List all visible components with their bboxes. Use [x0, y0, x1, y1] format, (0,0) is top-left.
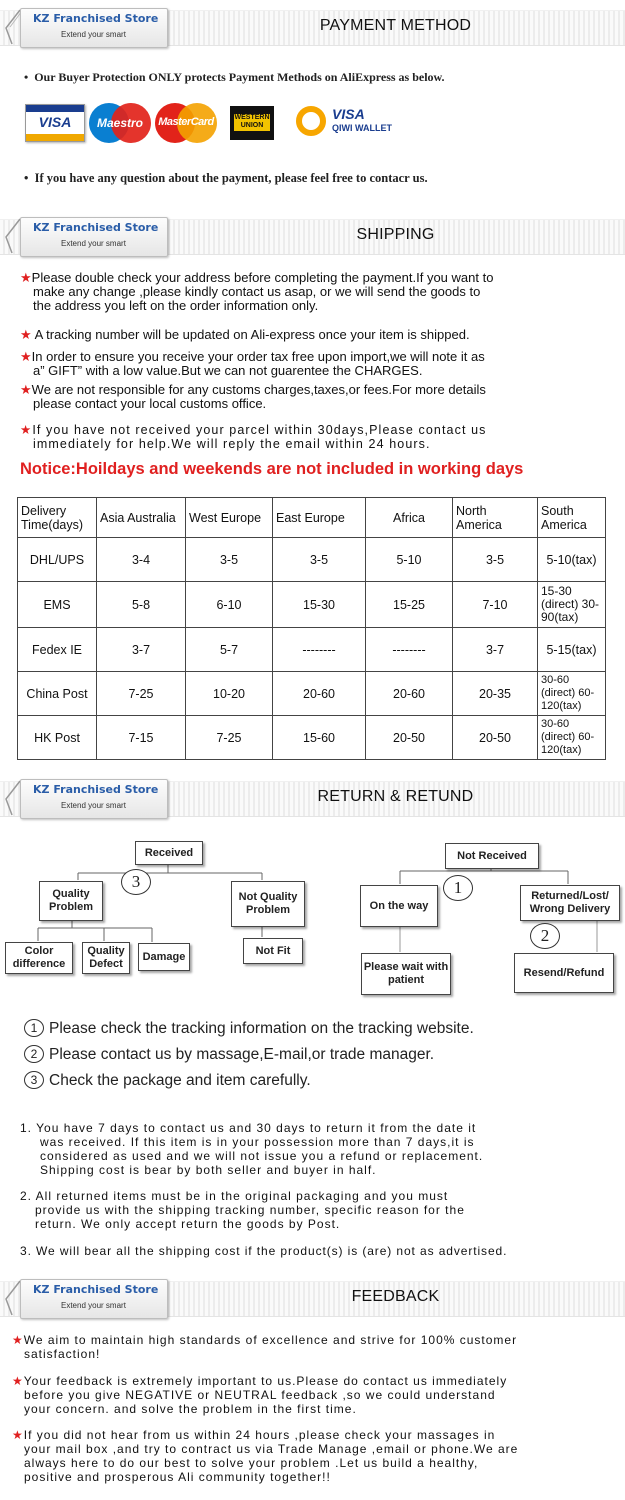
return-rule-1: 1. You have 7 days to contact us and 30 days to return it from the date it was received. If this item is in your possession more than 7 days,it is considered as used and we will not issue you a refund or replacement. Shipping cost is bear by both seller and buyer in half.	[20, 1121, 484, 1177]
table-header-cell: Asia Australia	[97, 498, 186, 538]
table-cell: 15-60	[273, 716, 366, 760]
table-cell: 7-25	[186, 716, 273, 760]
maestro-logo-icon: Maestro	[89, 103, 151, 143]
payment-note-1: • Our Buyer Protection ONLY protects Payment Methods on AliExpress as below.	[24, 70, 445, 84]
table-header-cell: Delivery Time(days)	[18, 498, 97, 538]
table-cell: 15-30	[273, 582, 366, 628]
shipping-paragraph-2: ★ A tracking number will be updated on Ali-express once your item is shipped.	[20, 327, 470, 342]
table-cell: 3-5	[273, 538, 366, 582]
return-step: 2 Please contact us by massage,E-mail,or trade manager.	[24, 1042, 474, 1068]
table-cell: 20-50	[453, 716, 538, 760]
table-cell: 7-10	[453, 582, 538, 628]
store-badge: KZ Franchised Store Extend your smart	[20, 1279, 168, 1319]
table-cell: 3-5	[453, 538, 538, 582]
flow-not-received: Not Received	[445, 843, 539, 869]
flow-quality-problem: Quality Problem	[39, 881, 103, 921]
table-cell: DHL/UPS	[18, 538, 97, 582]
feedback-paragraph-2: ★Your feedback is extremely important to us.Please do contact us immediately before you give NEGATIVE or NEUTRAL feedback ,so we could understand your concern. and solve the problem in the first time.	[12, 1374, 508, 1416]
return-rule-3: 3. We will bear all the shipping cost if the product(s) is (are) not as advertised.	[20, 1244, 508, 1258]
return-step: 3 Check the package and item carefully.	[24, 1068, 474, 1094]
flow-step-3-marker: 3	[121, 869, 151, 895]
flow-received: Received	[135, 841, 203, 865]
table-cell: 15-30 (direct) 30-90(tax)	[538, 582, 606, 628]
table-cell: 5-15(tax)	[538, 628, 606, 672]
table-cell: China Post	[18, 672, 97, 716]
table-cell: 20-60	[273, 672, 366, 716]
payment-note-2: • If you have any question about the payment, please feel free to contacr us.	[24, 171, 428, 185]
return-step: 1 Please check the tracking information on the tracking website.	[24, 1016, 474, 1042]
flow-color-difference: Color difference	[5, 942, 73, 974]
section-title: PAYMENT METHOD	[319, 17, 472, 34]
table-cell: 5-7	[186, 628, 273, 672]
return-rule-2: 2. All returned items must be in the original packaging and you must provide us with the shipping tracking number, specific reason for the return. We only accept return the goods by Post.	[20, 1189, 465, 1231]
table-cell: 7-25	[97, 672, 186, 716]
mastercard-logo-icon: MasterCard	[155, 103, 217, 143]
store-tagline: Extend your smart	[61, 30, 126, 39]
store-badge: KZ Franchised Store Extend your smart	[20, 779, 168, 819]
table-header-cell: South America	[538, 498, 606, 538]
table-cell: 30-60 (direct) 60-120(tax)	[538, 672, 606, 716]
table-cell: --------	[273, 628, 366, 672]
section-title: RETURN & RETUND	[317, 788, 474, 805]
feedback-paragraph-3: ★If you did not hear from us within 24 hours ,please check your massages in your mail box ,and try to contract us via Trade Manage ,email or phone.We are always here to do our best to solve your problem .Let us build a healthy, positive and prosperous Ali community together!!	[12, 1428, 519, 1484]
notice-working-days: Notice:Hoildays and weekends are not included in working days	[20, 460, 524, 478]
table-cell: Fedex IE	[18, 628, 97, 672]
table-cell: HK Post	[18, 716, 97, 760]
flow-step-1-marker: 1	[443, 875, 473, 901]
shipping-paragraph-5: ★If you have not received your parcel within 30days,Please contact us immediately for help.We will reply the email within 24 hours.	[20, 423, 487, 451]
flow-on-the-way: On the way	[360, 885, 438, 927]
shipping-paragraph-1: ★Please double check your address before completing the payment.If you want to make any change ,please kindly contact us asap, or we will send the goods to the address you left on the order information only.	[20, 270, 494, 313]
flow-not-fit: Not Fit	[243, 938, 303, 964]
feedback-banner	[0, 1275, 625, 1321]
table-cell: 20-35	[453, 672, 538, 716]
flow-step-2-marker: 2	[530, 923, 560, 949]
table-cell: 6-10	[186, 582, 273, 628]
table-cell: --------	[366, 628, 453, 672]
table-cell: 3-5	[186, 538, 273, 582]
table-cell: 20-50	[366, 716, 453, 760]
table-cell: 5-10	[366, 538, 453, 582]
western-union-logo-icon: WESTERN UNION	[230, 106, 274, 140]
table-cell: 3-7	[453, 628, 538, 672]
visa-logo-icon: VISA	[25, 104, 85, 142]
table-cell: 5-10(tax)	[538, 538, 606, 582]
table-header-cell: West Europe	[186, 498, 273, 538]
flow-not-quality-problem: Not Quality Problem	[231, 881, 305, 927]
qiwi-wallet-logo-icon: VISA QIWI WALLET	[296, 104, 392, 142]
feedback-paragraph-1: ★We aim to maintain high standards of excellence and strive for 100% customer satisfaction!	[12, 1333, 518, 1361]
table-cell: 15-25	[366, 582, 453, 628]
shipping-paragraph-4: ★We are not responsible for any customs charges,taxes,or fees.For more details please contact your local customs office.	[20, 382, 486, 411]
table-cell: 10-20	[186, 672, 273, 716]
table-cell: 20-60	[366, 672, 453, 716]
flow-please-wait: Please wait with patient	[361, 953, 451, 995]
table-header-cell: East Europe	[273, 498, 366, 538]
table-cell: 3-4	[97, 538, 186, 582]
flow-damage: Damage	[138, 943, 190, 971]
table-cell: EMS	[18, 582, 97, 628]
shipping-paragraph-3: ★In order to ensure you receive your order tax free upon import,we will note it as a” GIFT” with a low value.But we can not guarentee the CHARGES.	[20, 349, 485, 378]
table-cell: 3-7	[97, 628, 186, 672]
table-cell: 7-15	[97, 716, 186, 760]
table-cell: 5-8	[97, 582, 186, 628]
table-cell: 30-60 (direct) 60-120(tax)	[538, 716, 606, 760]
table-header-cell: North America	[453, 498, 538, 538]
flow-quality-defect: Quality Defect	[82, 942, 130, 974]
section-title: SHIPPING	[356, 226, 435, 243]
store-badge: KZ Franchised Store Extend your smart	[20, 217, 168, 257]
flow-resend-refund: Resend/Refund	[514, 953, 614, 993]
return-steps	[24, 1016, 474, 1094]
table-header-cell: Africa	[366, 498, 453, 538]
section-title: FEEDBACK	[351, 1288, 440, 1305]
flow-returned-lost: Returned/Lost/ Wrong Delivery	[520, 885, 620, 921]
store-name: KZ Franchised Store	[33, 12, 159, 25]
